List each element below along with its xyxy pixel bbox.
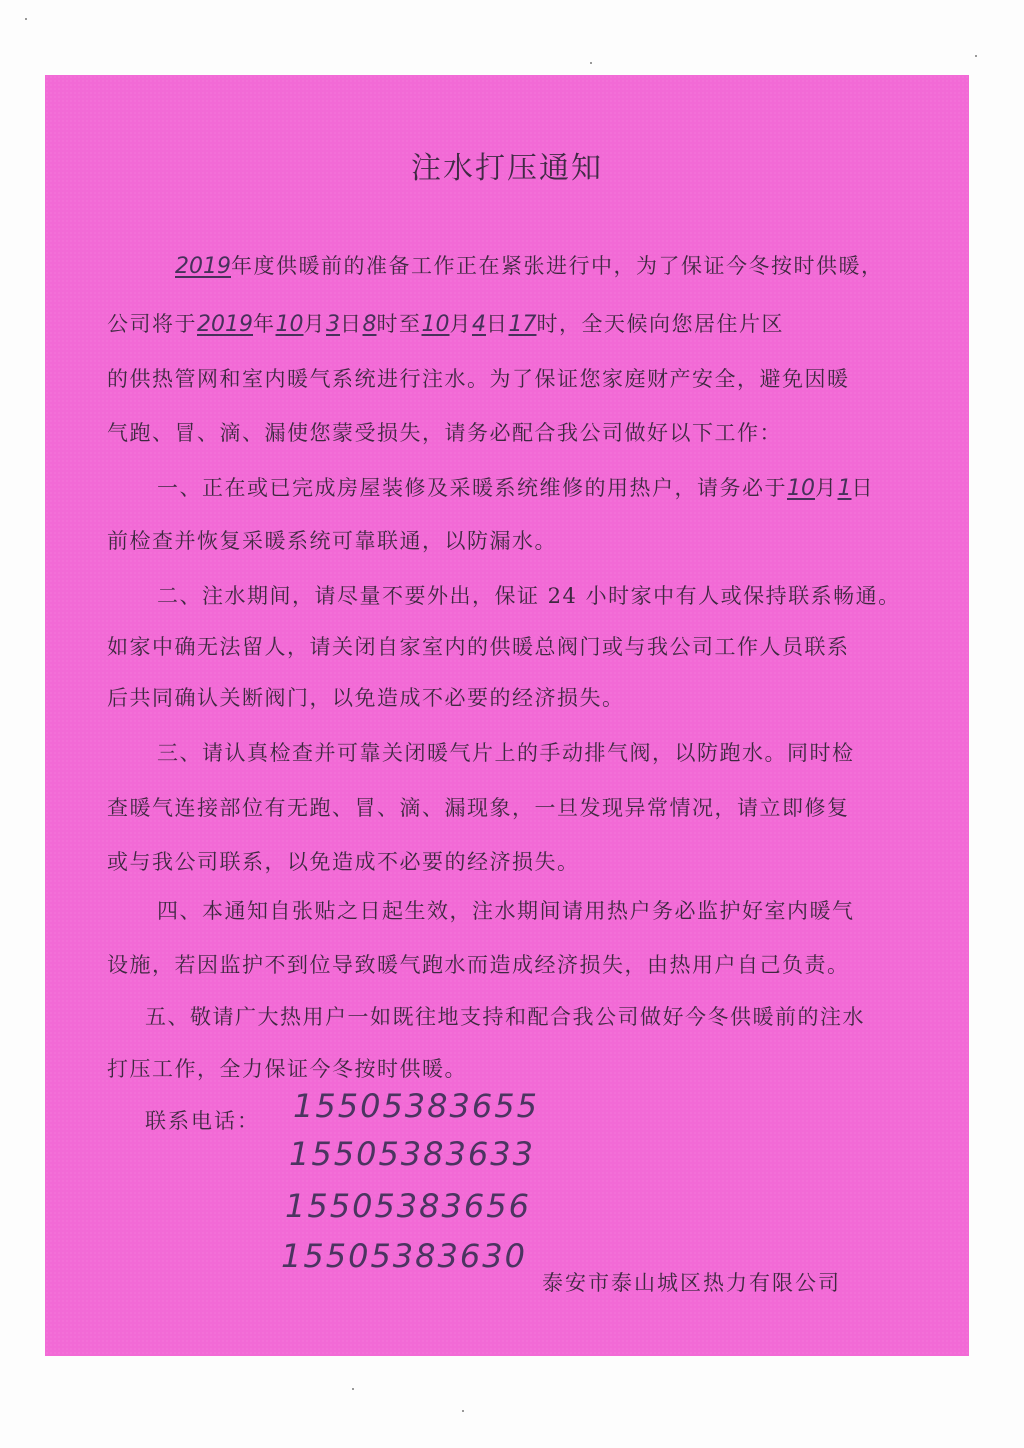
scan-speck — [975, 55, 977, 57]
handwritten-start-year: 2019 — [197, 312, 253, 337]
item2-line-2: 如家中确无法留人，请关闭自家室内的供暖总阀门或与我公司工作人员联系 — [107, 635, 850, 659]
item4-line-2: 设施，若因监护不到位导致暖气跑水而造成经济损失，由热用户自己负责。 — [107, 953, 850, 977]
notice-sheet — [45, 75, 969, 1356]
handwritten-start-day: 3 — [326, 312, 340, 337]
handwritten-deadline-month: 10 — [787, 476, 815, 501]
item5-line-1: 五、敬请广大热用户一如既往地支持和配合我公司做好今冬供暖前的注水 — [145, 1005, 865, 1029]
scan-speck — [25, 18, 27, 20]
intro-line-2: 公司将于2019年10月3日8时至10月4日17时，全天候向您居住片区 — [107, 312, 784, 337]
intro-line-4: 气跑、冒、滴、漏使您蒙受损失，请务必配合我公司做好以下工作： — [107, 421, 782, 445]
item1-line-2: 前检查并恢复采暖系统可靠联通，以防漏水。 — [107, 529, 557, 553]
handwritten-end-day: 4 — [472, 312, 486, 337]
phone-number-3: 15505383656 — [285, 1187, 531, 1225]
item2-line-3: 后共同确认关断阀门，以免造成不必要的经济损失。 — [107, 686, 625, 710]
scan-speck — [462, 1410, 464, 1412]
phone-number-1: 15505383655 — [293, 1087, 539, 1125]
contact-label: 联系电话： — [145, 1109, 260, 1133]
handwritten-start-hour: 8 — [362, 312, 377, 337]
item2-line-1: 二、注水期间，请尽量不要外出，保证 24 小时家中有人或保持联系畅通。 — [157, 584, 901, 608]
scan-speck — [590, 62, 592, 64]
item4-line-1: 四、本通知自张贴之日起生效，注水期间请用热户务必监护好室内暖气 — [157, 899, 855, 923]
notice-title: 注水打压通知 — [411, 151, 603, 186]
item3-line-2: 查暖气连接部位有无跑、冒、滴、漏现象，一旦发现异常情况，请立即修复 — [107, 796, 850, 820]
phone-number-4: 15505383630 — [281, 1237, 527, 1275]
company-signature: 泰安市泰山城区热力有限公司 — [542, 1271, 841, 1295]
handwritten-end-hour: 17 — [508, 312, 537, 337]
handwritten-end-month: 10 — [421, 312, 450, 337]
handwritten-deadline-day: 1 — [837, 476, 852, 501]
handwritten-year: 2019 — [175, 254, 231, 279]
handwritten-start-month: 10 — [275, 312, 304, 337]
item5-line-2: 打压工作，全力保证今冬按时供暖。 — [107, 1057, 467, 1081]
item3-line-1: 三、请认真检查并可靠关闭暖气片上的手动排气阀，以防跑水。同时检 — [157, 741, 855, 765]
scan-speck — [352, 1388, 354, 1390]
intro-line-3: 的供热管网和室内暖气系统进行注水。为了保证您家庭财产安全，避免因暖 — [107, 367, 850, 391]
phone-number-2: 15505383633 — [289, 1135, 535, 1173]
item1-line-1: 一、正在或已完成房屋装修及采暖系统维修的用热户，请务必于10月1日 — [157, 476, 874, 501]
item3-line-3: 或与我公司联系，以免造成不必要的经济损失。 — [107, 850, 580, 874]
intro-line-1: 2019年度供暖前的准备工作正在紧张进行中，为了保证今冬按时供暖， — [175, 254, 884, 279]
